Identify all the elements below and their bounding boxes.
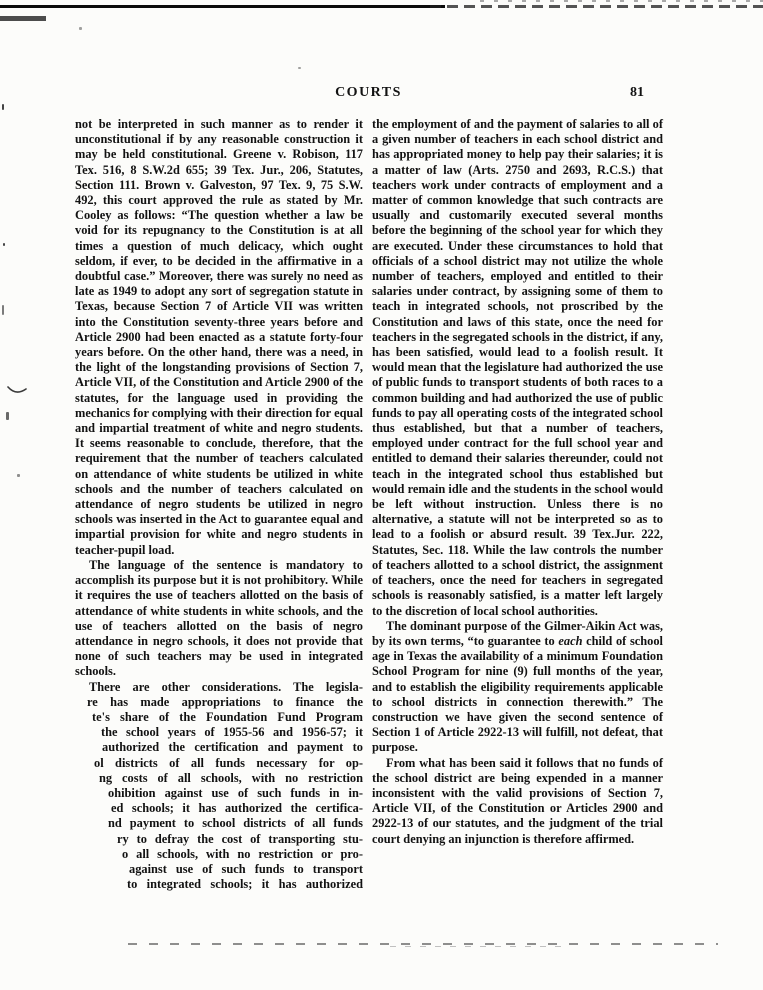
clipped-line: ry to defray the cost of transporting stu- [117,831,363,846]
scan-artifact-corner-block [0,16,46,21]
scan-speck [2,305,4,315]
scan-artifact-pen-mark [7,383,31,397]
clipped-line: ed schools; it has authorized the certifica- [111,801,363,816]
scan-speck [17,474,20,477]
scan-artifact-top-dashes [430,5,763,8]
clipped-line: te's share of the Foundation Fund Program [92,709,363,724]
scan-speck [3,243,5,246]
page-number: 81 [630,85,644,100]
clipped-line: o all schools, with no restriction or pro- [122,846,363,861]
scan-artifact-top-line [0,5,445,8]
scan-speck [6,412,9,420]
paragraph [372,619,663,756]
clipped-line: to integrated schools; it has authorized [127,877,363,892]
scan-artifact-bottom-dashes [128,943,718,945]
clipped-line: ohibition against use of such funds in in- [108,785,363,800]
clipped-line: ol districts of all funds necessary for op- [94,755,363,770]
clipped-line: against use of such funds to transport [129,861,363,876]
scan-speck [298,67,301,69]
clipped-line: nd payment to school districts of all funds [108,816,363,831]
scan-speck [2,104,4,110]
left-column [75,117,363,892]
paragraph: The language of the sentence is mandatory to accomplish its purpose but it is not prohibitory. While it requires the use of teachers allotted on the basis of attendance of white students in white schools, and the use of teachers allotted on the basis of negro attendance in negro schools, it does not provide that none of such teachers may be used in integrated schools. [75,557,363,679]
paragraph-text: child of school age in Texas the availability of a minimum Foundation School Program for nine (9) full months of the year, and to establish the eligibility requirements applicable to school districts in connection therewith.” The construction we have given the second sentence of Section 1 of Article 2922-13 will fulfill, not defeat, that purpose. [372,633,663,755]
clipped-line: ng costs of all schools, with no restriction [99,770,363,785]
right-column [372,117,663,892]
page-title: COURTS [335,85,402,100]
scan-speck [79,27,82,30]
italic-word: each [558,633,583,648]
scan-artifact-top-dots [480,0,763,2]
paragraph-text: The dominant purpose of the Gilmer-Aikin Act was, by its own terms, “to guarantee to [372,618,663,648]
text-columns [75,117,663,892]
paragraph: not be interpreted in such manner as to render it unconstitutional if by any reasonable construction it may be held constitutional. Greene v. Robison, 117 Tex. 516, 8 S.W.2d 655; 39 Tex. Jur., 206, Statutes, Section 111. Brown v. Galveston, 97 Tex. 9, 75 S.W. 492, this court approved the rule as stated by Mr. Cooley as follows: “The question whether a law be void for its repugnancy to the Constitution is at all times a question of much delicacy, which ought seldom, if ever, to be decided in the affirmative in a doubtful case.” Moreover, there was surely no need as late as 1949 to adopt any sort of segregation statute in Texas, because Section 7 of Article VII was written into the Constitution seventy-three years before and Article 2900 had been enacted as a statute forty-four years before. On the other hand, there was a need, in the light of the longstanding provisions of Section 7, Article VII, of the Constitution and Article 2900 of the statutes, for the language used in providing the mechanics for complying with their direction for equal and impartial treatment of white and negro students. It seems reasonable to conclude, therefore, that the requirement that the number of teachers calculated on attendance of white students be utilized in white schools and the number of teachers calculated on attendance of negro students be utilized in negro schools was inserted in the Act to guarantee equal and impartial provision for white and negro students in teacher-pupil load. [75,117,363,557]
clipped-line: re has made appropriations to finance the [87,694,363,709]
paragraph: From what has been said it follows that no funds of the school district are being expended in a manner inconsistent with the valid provisions of Section 7, Article VII, of the Constitution or Articles 2900 and 2922-13 of our statutes, and the judgment of the trial court denying an injunction is therefore affirmed. [372,755,663,846]
paragraph-line: There are other considerations. The legisla- [89,679,363,694]
scan-artifact-bottom-dashes-2 [390,946,570,947]
running-head [75,85,662,103]
clipped-line: the school years of 1955-56 and 1956-57; it [101,725,363,740]
clipped-line: authorized the certification and payment to [102,740,363,755]
paragraph: the employment of and the payment of salaries to all of a given number of teachers in each school district and has appropriated money to help pay their salaries; it is a matter of law (Arts. 2750 and 2693, R.C.S.) that teachers work under contracts of employment and a matter of common knowledge that such contracts are usually and customarily executed several months before the beginning of the school year for which they are executed. Under these circumstances to hold that officials of a school district may not utilize the whole number of teachers, employed and entitled to their salaries under contract, by assigning some of them to teach in integrated schools, not proscribed by the Constitution and laws of this state, once the need for teachers in the segregated schools in the district, if any, has been satisfied, would lead to a foolish result. It would mean that the legislature had authorized the use of public funds to transport students of both races to a common building and had authorized the use of public funds to pay all operating costs of the integrated school thus established, but that a number of teachers, employed under contract for the full school year and entitled to demand their salaries thereunder, could not teach in the integrated school thus established but would remain idle and the students in the school would be left without instruction. Unless there is no alternative, a statute will not be interpreted so as to lead to a foolish or absurd result. 39 Tex.Jur. 222, Statutes, Sec. 118. While the law controls the number of teachers allotted to a school district, the assignment of teachers, once the need for teachers in segregated schools is reasonably satisfied, is a matter left largely to the discretion of local school authorities. [372,117,663,618]
